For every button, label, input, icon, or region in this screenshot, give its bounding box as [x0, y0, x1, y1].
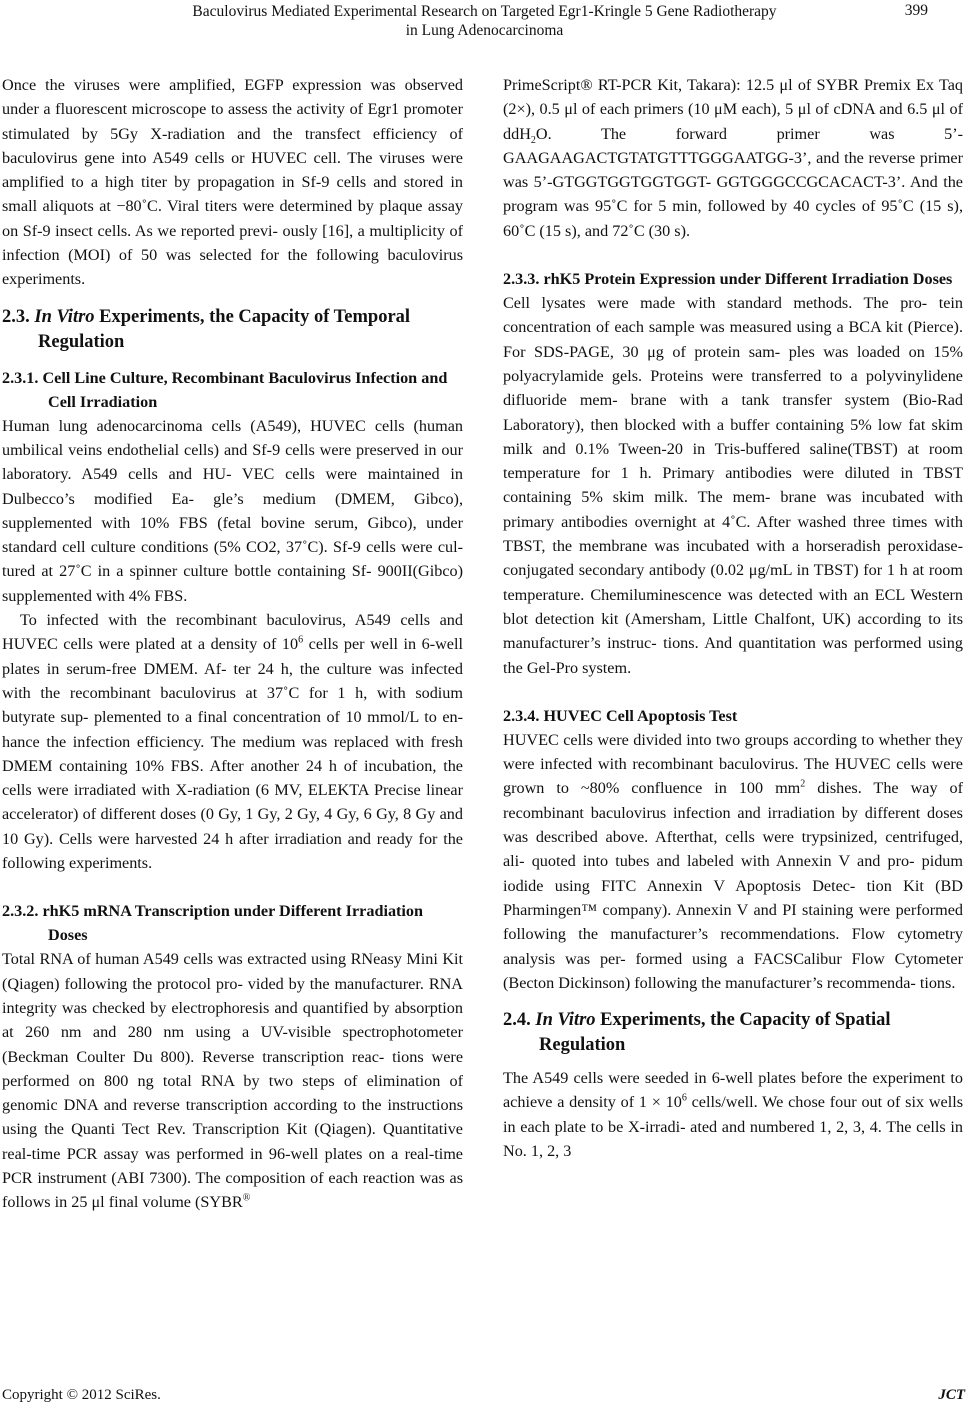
right-column — [503, 73, 963, 1163]
section-heading-2-3: 2.3. In Vitro Experiments, the Capacity of Temporal Regulation — [2, 306, 411, 352]
journal-abbreviation: JCT — [938, 1387, 965, 1403]
paragraph-mrna-transcription: Total RNA of human A549 cells was extracted using RNeasy Mini Kit (Qiagen) following the protocol pro- vided by the manufacturer. RNA integrity was checked by electrophoresis and quantified by absorption at 260 nm and 280 nm using a UV-visible spectrophotometer (Beckman Coulter Du 800). Reverse transcription reac- tions were performed on 800 ng total RNA by two steps of elimination of genomic DNA and reverse transcription according to the instructions using the Quanti Tect Rev. Transcription Kit (Qiagen). Quantitative real-time PCR assay was performed in 96-well plates on a real-time PCR instrument (ABI 7300). The composition of each reaction was as follows in 25 μl final volume (SYBR® — [2, 950, 463, 1212]
subsection-heading-2-3-3: 2.3.3. rhK5 Protein Expression under Different Irradiation Doses — [503, 270, 953, 289]
running-title-line-2: in Lung Adenocarcinoma — [405, 22, 564, 39]
left-column — [2, 73, 463, 1215]
running-title-line-1: Baculovirus Mediated Experimental Research on Targeted Egr1-Kringle 5 Gene Radiotherapy — [192, 3, 777, 20]
page-number: 399 — [904, 2, 928, 19]
copyright-footer: Copyright © 2012 SciRes. — [2, 1387, 161, 1403]
paragraph-cell-culture: Human lung adenocarcinoma cells (A549), HUVEC cells (human umbilical veins endothelial cells) and Sf-9 cells were preserved in our laboratory. A549 cells and HU- VEC cells were maintained in Dulbecco’s modified Ea- gle’s medium (DMEM, Gibco), supplemented with 10% FBS (fetal bovine serum, Gibco), under standard cell culture conditions (5% CO2, 37˚C). Sf-9 cells were cul- tured at 27˚C in a spinner culture bottle containing Sf- 900II(Gibco) supplemented with 4% FBS. — [2, 416, 463, 605]
subsection-heading-2-3-2: 2.3.2. rhK5 mRNA Transcription under Different Irradiation Doses — [2, 902, 424, 945]
paragraph-protein-expression: Cell lysates were made with standard methods. The pro- tein concentration of each sample was measured using a BCA kit (Pierce). For SDS-PAGE, 30 μg of protein sam- ples was loaded on 15% polyacrylamide gels. Proteins were transferred to a polyvinylidene difluoride mem- brane with a tank transfer system (Bio-Rad Laboratory), then blocked with a buffer containing 5% low fat skim milk and 0.1% Tween-20 in Tris-buffered saline(TBST) at room temperature for 1 h. Primary antibodies were diluted in TBST containing 5% skim milk. The mem- brane was incubated with primary antibodies overnight at 4˚C. After washed three times with TBST, the membrane was incubated with a horseradish peroxidase-conjugated secondary antibody (0.02 μg/mL in TBST) for 1 h at room temperature. Chemiluminescence was detected with an ECL Western blot detection kit (Amersham, Little Chalfont, UK) according to its manufacturer’s instruc- tions. And quantitation was performed using the Gel-Pro system. — [503, 294, 963, 677]
section-heading-2-4: 2.4. In Vitro Experiments, the Capacity of Spatial Regulation — [503, 1010, 891, 1056]
paragraph-virus-amplification: Once the viruses were amplified, EGFP expression was observed under a fluorescent microscope to assess the activity of Egr1 promoter stimulated by 5Gy X-radiation and the transfect efficiency of baculovirus gene into A549 cells or HUVEC cell. The viruses were amplified to a high titer by propagation in Sf-9 cells and stored in small aliquots at −80˚C. Viral titers were determined by plaque assay on Sf-9 insect cells. As we reported previ- ously [16], a multiplicity of infection (MOI) of 50 was selected for the following baculovirus experiments. — [2, 76, 463, 289]
paragraph-spatial-regulation: The A549 cells were seeded in 6-well plates before the experiment to achieve a density of $1 \times 10^6$ cells/well. We chose four out of six wells in each plate to be X-irradi- ated and numbered 1, 2, 3, 4. The cells in No. 1, 2, 3 — [503, 1069, 963, 1160]
running-header — [100, 2, 869, 40]
subsection-heading-2-3-1: 2.3.1. Cell Line Culture, Recombinant Baculovirus Infection and Cell Irradiation — [2, 368, 448, 411]
paragraph-apoptosis-test: HUVEC cells were divided into two groups according to whether they were infected with recombinant baculovirus. The HUVEC cells were grown to ~80% confluence in 100 $mm^2$ dishes. The way of recombinant baculovirus infection and irradiation by different doses was described above. Afterthat, cells were trypsinized, centrifuged, ali- quoted into tubes and labeled with Annexin V and pro- pidum iodide using FITC Annexin V Apoptosis Detec- tion Kit (BD Pharmingen™ company). Annexin V and PI staining were performed following the manufacturer’s recommendations. Flow cytometry analysis was per- formed using a FACSCalibur Flow Cytometer (Becton Dickinson) following the manufacturer’s recommenda- tions. — [503, 730, 963, 992]
paragraph-infection-irradiation: To infected with the recombinant baculovirus, A549 cells and HUVEC cells were plated at a density of $10^6$ cells per well in 6-well plates in serum-free DMEM. Af- ter 24 h, the culture was infected with the recombinant baculovirus at 37˚C for 1 h, with sodium butyrate sup- plemented to a final concentration of 10 mmol/L to en- hance the infection efficiency. The medium was replaced with fresh DMEM containing 10% FBS. After another 24 h of incubation, the cells were irradiated with X-radiation (6 MV, ELEKTA Precise linear accelerator) of different doses (0 Gy, 1 Gy, 2 Gy, 4 Gy, 6 Gy, 8 Gy and 10 Gy). Cells were harvested 24 h after irradiation and ready for the following experiments. — [2, 611, 463, 873]
subsection-heading-2-3-4: 2.3.4. HUVEC Cell Apoptosis Test — [503, 706, 738, 725]
paragraph-pcr-composition: PrimeScript® RT-PCR Kit, Takara): 12.5 μl of SYBR Premix Ex Taq (2×), 0.5 μl of each primers (10 μM each), 5 μl of cDNA and 6.5 μl of ddH$_2$O. The forward primer was 5’-GAAGAAGACTGTATGTTTGGGAATGG-3’, and the reverse primer was 5’-GTGGTGGTGGTGGT- GGTGGGCCGCACACT-3’. And the program was 95˚C for 5 min, followed by 40 cycles of 95˚C (15 s), 60˚C (15 s), and 72˚C (30 s). — [503, 76, 963, 240]
